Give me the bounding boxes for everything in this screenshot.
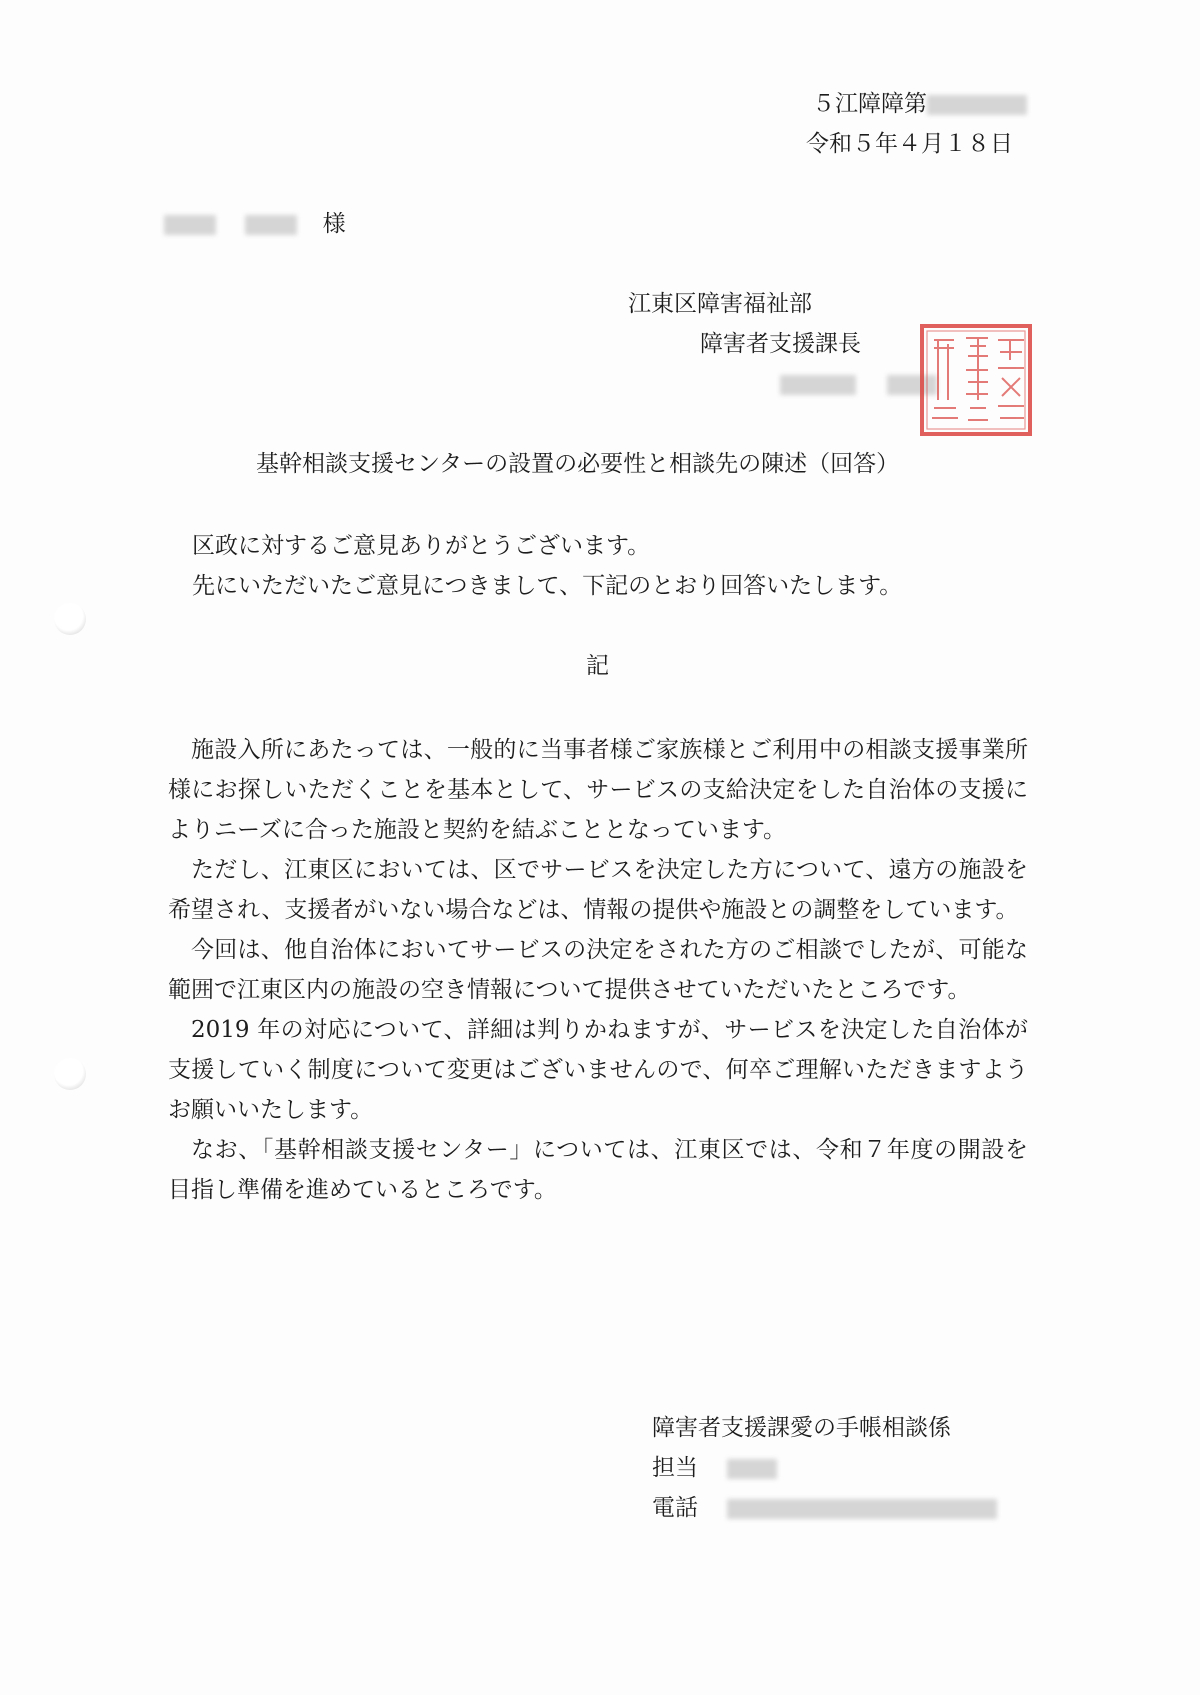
contact-phone-label: 電話 — [652, 1495, 698, 1521]
official-seal-icon — [918, 322, 1034, 438]
redacted-recipient-given-name — [245, 215, 297, 235]
contact-person — [652, 1452, 777, 1484]
redacted-recipient-surname — [164, 215, 216, 235]
issue-date: 令和５年４月１８日 — [806, 131, 1013, 157]
body-paragraph-4: 2019 年の対応について、詳細は判りかねますが、サービスを決定した自治体が支援していく制度について変更はございませんので、何卒ご理解いただきますようお願いいたします。 — [168, 1017, 1028, 1123]
letter-subject: 基幹相談支援センターの設置の必要性と相談先の陳述（回答） — [256, 451, 900, 477]
redacted-phone-number — [727, 1499, 997, 1519]
sender-title: 障害者支援課長 — [700, 331, 861, 357]
greeting-line-2: 先にいただいたご意見につきまして、下記のとおり回答いたします。 — [192, 573, 903, 599]
body-paragraph-2: ただし、江東区においては、区でサービスを決定した方について、遠方の施設を希望され、支援者がいない場合などは、情報の提供や施設との調整をしています。 — [168, 857, 1028, 923]
contact-person-label: 担当 — [652, 1455, 698, 1481]
punch-hole-bottom — [54, 1058, 86, 1090]
sender-department: 江東区障害福祉部 — [628, 291, 812, 317]
body-paragraph-1: 施設入所にあたっては、一般的に当事者様ご家族様とご利用中の相談支援事業所様にお探しいただくことを基本として、サービスの支給決定をした自治体の支援によりニーズに合った施設と契約を結ぶこととなっています。 — [168, 737, 1028, 843]
redacted-number — [927, 95, 1027, 115]
contact-section: 障害者支援課愛の手帳相談係 — [652, 1415, 951, 1441]
contact-phone — [652, 1492, 997, 1524]
body-text — [168, 730, 1028, 1210]
document-number — [812, 88, 1027, 120]
body-paragraph-3: 今回は、他自治体においてサービスの決定をされた方のご相談でしたが、可能な範囲で江東区内の施設の空き情報について提供させていただいたところです。 — [168, 937, 1028, 1003]
document-number-prefix: ５江障障第 — [812, 91, 927, 117]
redacted-sender-surname — [780, 375, 856, 395]
recipient-honorific: 様 — [322, 211, 346, 237]
sender-name — [780, 368, 937, 400]
recipient-line — [164, 208, 346, 240]
ki-heading: 記 — [586, 653, 609, 679]
body-paragraph-5: なお、「基幹相談支援センター」については、江東区では、令和７年度の開設を目指し準備を進めているところです。 — [168, 1137, 1028, 1203]
redacted-contact-person — [727, 1459, 777, 1479]
greeting-line-1: 区政に対するご意見ありがとうございます。 — [192, 533, 651, 559]
punch-hole-top — [54, 603, 86, 635]
